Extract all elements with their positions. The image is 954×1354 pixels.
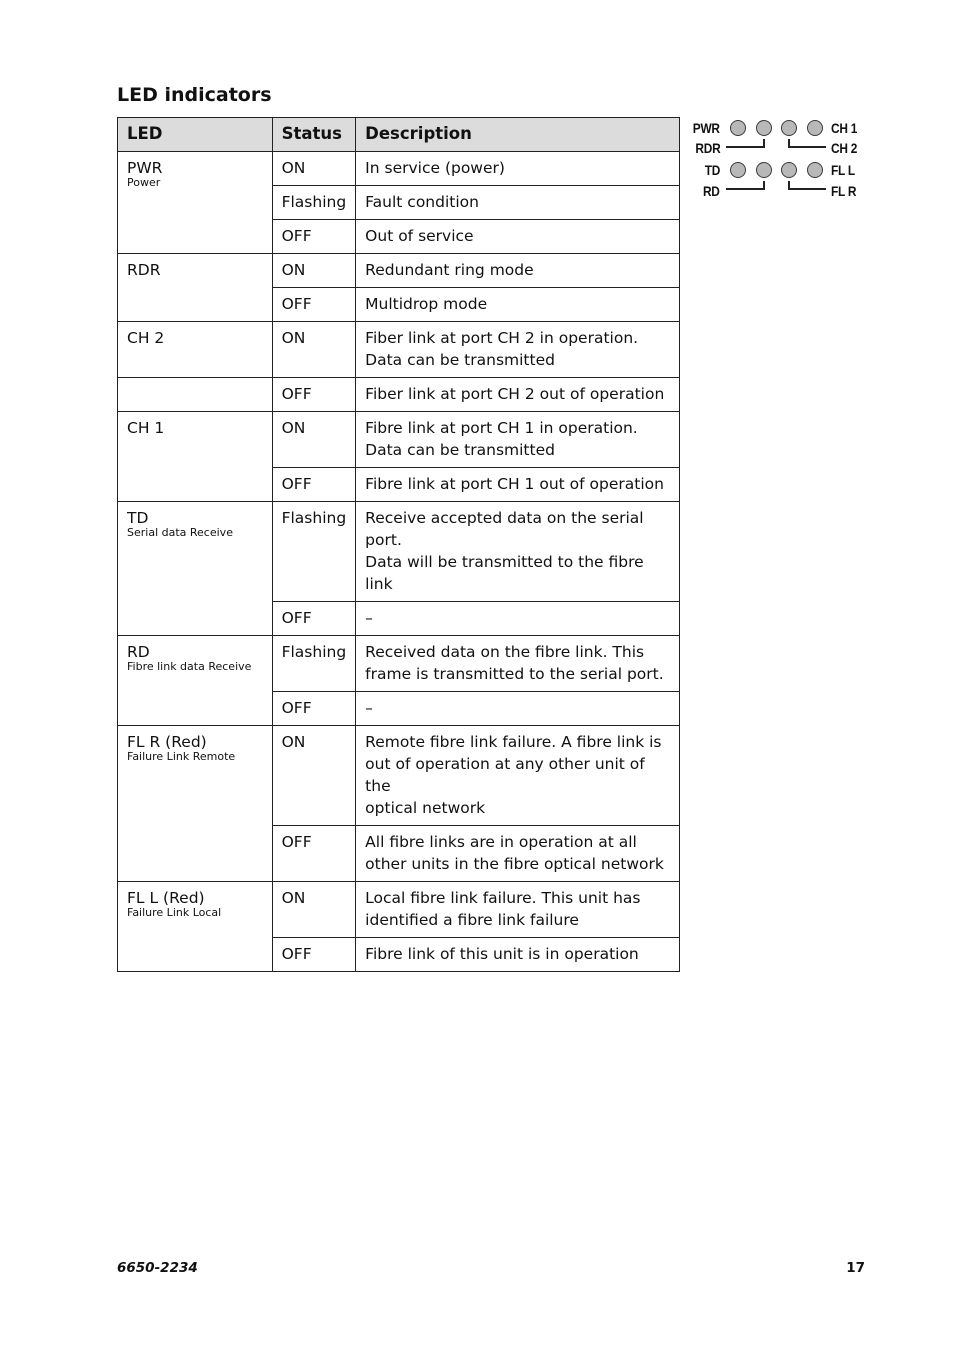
description-cell: Fiber link at port CH 2 in operation. Data can be transmitted	[356, 322, 680, 378]
description-cell: Fibre link at port CH 1 in operation. Data can be transmitted	[356, 412, 680, 468]
description-cell: Out of service	[356, 220, 680, 254]
led-cell	[118, 152, 273, 254]
table-row	[118, 412, 680, 468]
description-cell: Redundant ring mode	[356, 254, 680, 288]
led-cell	[118, 502, 273, 636]
led-fl-l-icon	[807, 162, 823, 178]
table-row	[118, 726, 680, 826]
description-cell: Local fibre link failure. This unit has identified a fibre link failure	[356, 882, 680, 938]
panel-label-fl-l: FL L	[831, 162, 855, 178]
led-subtitle: Serial data Receive	[127, 526, 233, 539]
description-cell: In service (power)	[356, 152, 680, 186]
led-subtitle: Failure Link Remote	[127, 750, 236, 763]
status-cell: OFF	[272, 378, 356, 412]
led-name: FL L (Red)	[127, 889, 205, 907]
status-cell: ON	[272, 254, 356, 288]
document-number: 6650-2234	[117, 1260, 198, 1276]
description-cell: All fibre links are in operation at all other units in the fibre optical network	[356, 826, 680, 882]
led-subtitle: Fibre link data Receive	[127, 660, 252, 673]
table-body	[118, 152, 680, 972]
panel-label-ch2: CH 2	[831, 140, 858, 156]
table-row	[118, 152, 680, 186]
led-ch2-icon	[781, 120, 797, 136]
led-cell	[118, 322, 273, 378]
status-cell: ON	[272, 412, 356, 468]
led-ch1-icon	[807, 120, 823, 136]
led-rd-icon	[756, 162, 772, 178]
led-rdr-icon	[756, 120, 772, 136]
status-cell: OFF	[272, 692, 356, 726]
table-row	[118, 322, 680, 378]
header-description: Description	[356, 118, 680, 152]
description-cell: –	[356, 692, 680, 726]
led-name: PWR	[127, 159, 163, 177]
status-cell: OFF	[272, 288, 356, 322]
connector-fl-r-icon	[788, 181, 826, 190]
connector-rd-icon	[726, 181, 765, 190]
status-cell: ON	[272, 882, 356, 938]
description-cell: Fibre link of this unit is in operation	[356, 938, 680, 972]
led-name: RD	[127, 643, 150, 661]
status-cell: Flashing	[272, 186, 356, 220]
table-row	[118, 882, 680, 938]
led-cell	[118, 882, 273, 972]
status-cell: ON	[272, 322, 356, 378]
led-subtitle: Failure Link Local	[127, 906, 222, 919]
led-td-icon	[730, 162, 746, 178]
led-name: TD	[127, 509, 149, 527]
table-row	[118, 254, 680, 288]
description-cell: Fault condition	[356, 186, 680, 220]
header-status: Status	[272, 118, 356, 152]
led-cell	[118, 254, 273, 322]
status-cell: ON	[272, 152, 356, 186]
page-number: 17	[846, 1260, 865, 1276]
status-cell: ON	[272, 726, 356, 826]
led-pwr-icon	[730, 120, 746, 136]
description-cell: Remote fibre link failure. A fibre link is out of operation at any other unit of the optical network	[356, 726, 680, 826]
led-fl-r-icon	[781, 162, 797, 178]
status-cell: OFF	[272, 602, 356, 636]
panel-label-ch1: CH 1	[831, 120, 858, 136]
table-header-row	[118, 118, 680, 152]
table-row	[118, 502, 680, 602]
status-cell: OFF	[272, 826, 356, 882]
header-led: LED	[118, 118, 273, 152]
led-name: RDR	[127, 261, 161, 279]
panel-label-rdr: RDR	[694, 140, 720, 156]
led-name: CH 1	[127, 419, 165, 437]
led-cell	[118, 378, 273, 412]
led-cell	[118, 726, 273, 882]
table-row	[118, 636, 680, 692]
description-cell: Received data on the fibre link. This frame is transmitted to the serial port.	[356, 636, 680, 692]
status-cell: Flashing	[272, 636, 356, 692]
description-cell: –	[356, 602, 680, 636]
led-cell	[118, 412, 273, 502]
led-panel-diagram	[688, 114, 878, 206]
led-indicator-table	[117, 117, 680, 972]
section-title: LED indicators	[117, 84, 272, 106]
panel-label-pwr: PWR	[692, 120, 720, 136]
status-cell: Flashing	[272, 502, 356, 602]
panel-label-rd: RD	[703, 183, 720, 199]
connector-ch2-icon	[788, 139, 826, 148]
connector-rdr-icon	[726, 139, 765, 148]
status-cell: OFF	[272, 220, 356, 254]
led-cell	[118, 636, 273, 726]
description-cell: Fiber link at port CH 2 out of operation	[356, 378, 680, 412]
description-cell: Fibre link at port CH 1 out of operation	[356, 468, 680, 502]
status-cell: OFF	[272, 468, 356, 502]
panel-label-fl-r: FL R	[831, 183, 857, 199]
description-cell: Receive accepted data on the serial port. Data will be transmitted to the fibre link	[356, 502, 680, 602]
led-name: FL R (Red)	[127, 733, 207, 751]
led-subtitle: Power	[127, 176, 161, 189]
led-name: CH 2	[127, 329, 165, 347]
panel-label-td: TD	[704, 162, 720, 178]
status-cell: OFF	[272, 938, 356, 972]
table-row	[118, 378, 680, 412]
description-cell: Multidrop mode	[356, 288, 680, 322]
